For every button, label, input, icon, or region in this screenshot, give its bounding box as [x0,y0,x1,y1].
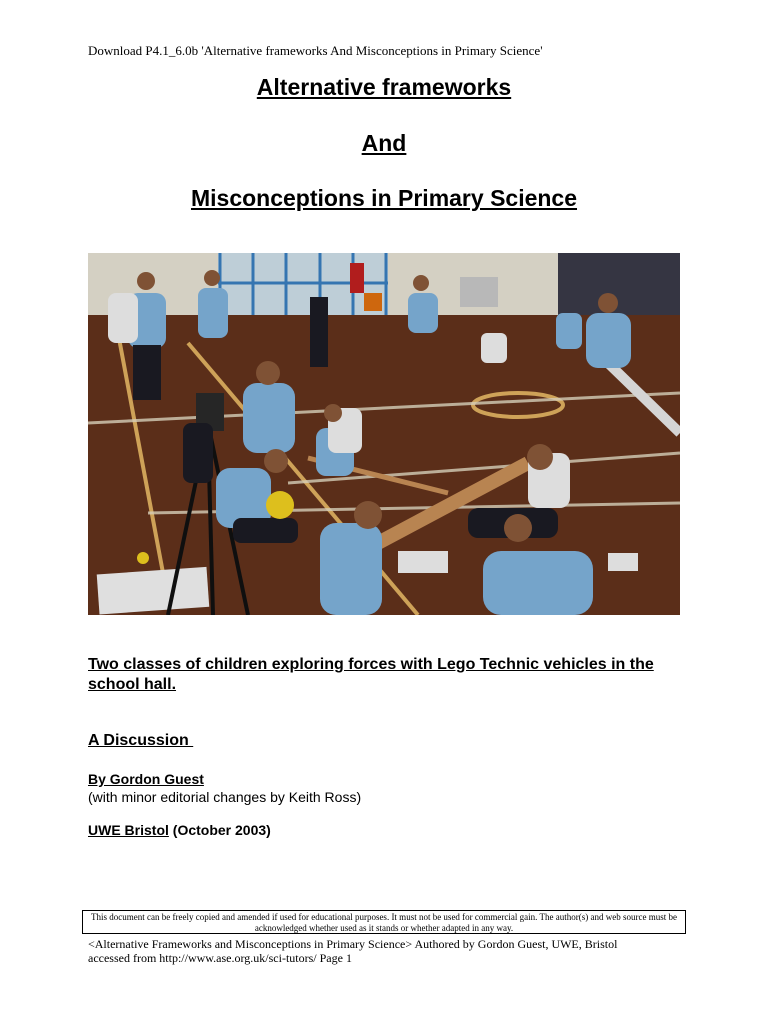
organisation-line [88,822,271,838]
photo-caption: Two classes of children exploring forces with Lego Technic vehicles in the school hall. [88,656,654,693]
copyright-notice: This document can be freely copied and amended if used for educational purposes. It must not be used for commercial gain. The author(s) and web source must be acknowledged whether used as it stands or whether adapted in any way. [82,910,686,934]
download-header: Download P4.1_6.0b 'Alternative frameworks And Misconceptions in Primary Science' [88,43,543,58]
classroom-photo [88,253,680,615]
publication-date: (October 2003) [168,822,271,838]
author-byline: By Gordon Guest [88,771,204,787]
footer-line-2: accessed from http://www.ase.org.uk/sci-tutors/ Page 1 [88,951,352,965]
page-title-line-3: Misconceptions in Primary Science [190,185,578,211]
page-footer [88,937,688,965]
page-title-line-1: Alternative frameworks [256,74,512,100]
editorial-note: (with minor editorial changes by Keith Ross) [88,789,362,805]
discussion-heading: A Discussion [88,732,194,749]
page-title-line-2: And [361,130,407,156]
footer-line-1: <Alternative Frameworks and Misconceptions in Primary Science> Authored by Gordon Guest, UWE, Bristol [88,937,618,951]
organisation-name: UWE Bristol [88,822,169,838]
